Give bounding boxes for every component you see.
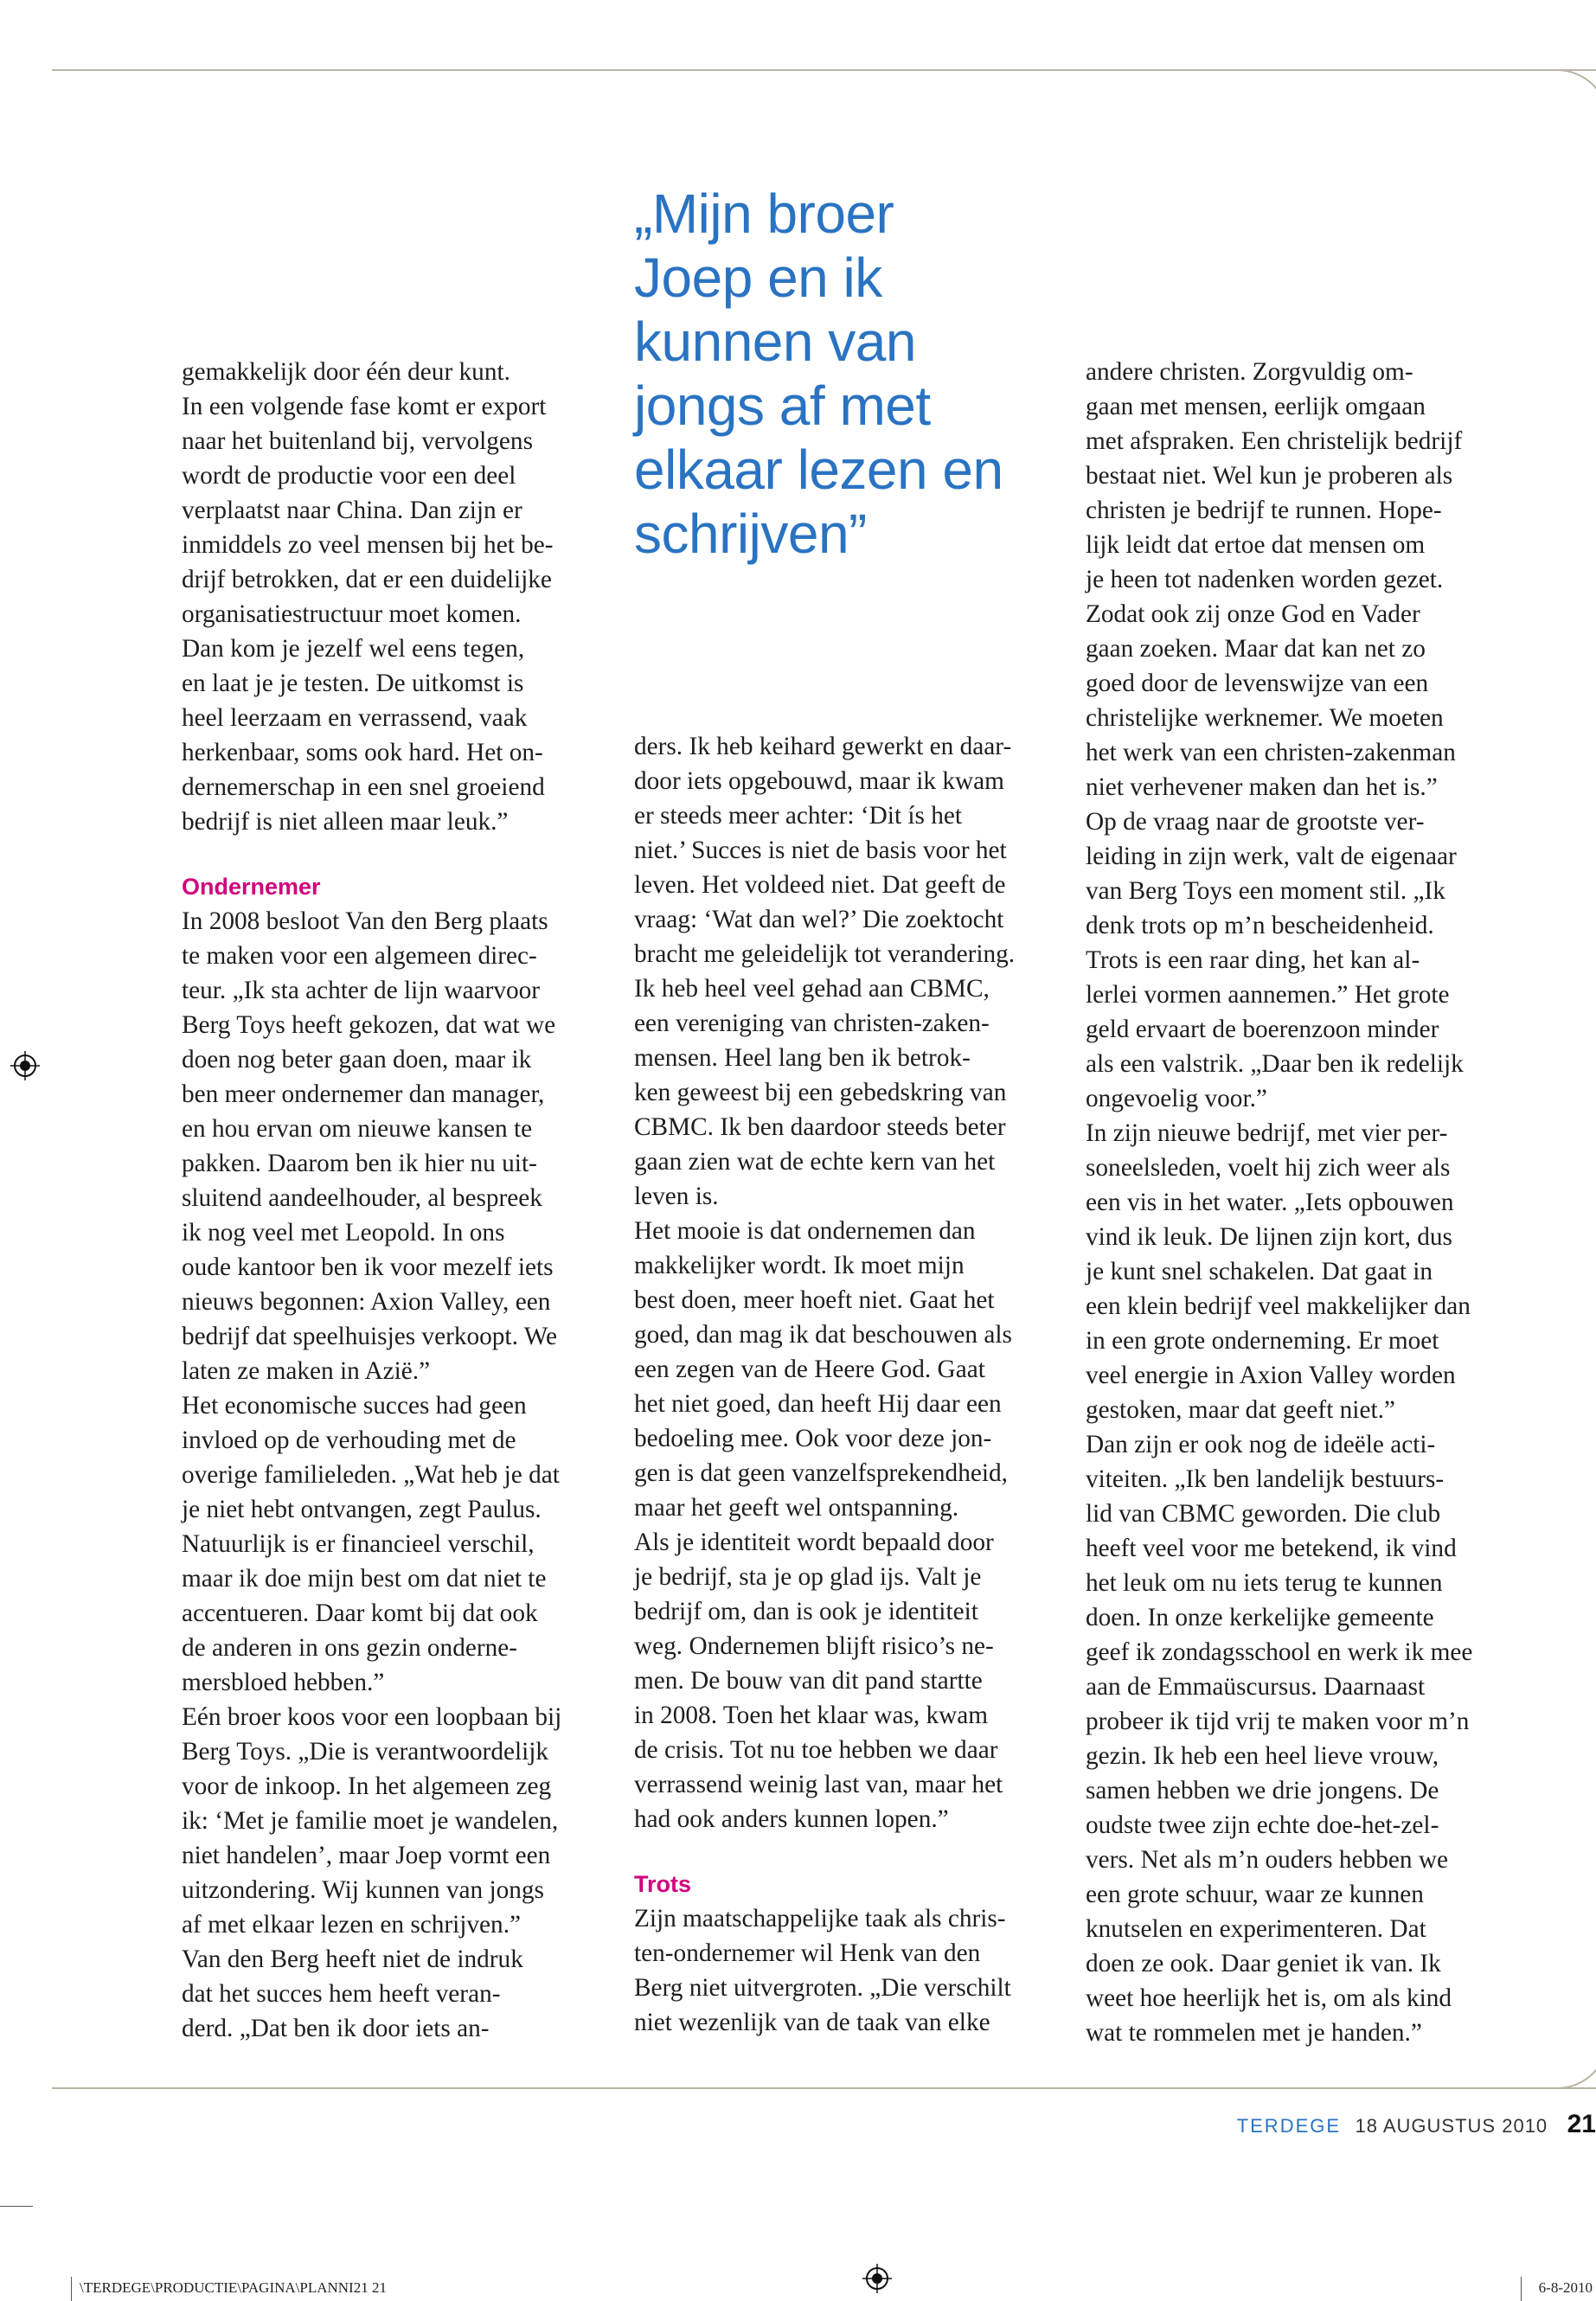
text-column-1 bbox=[182, 355, 614, 2046]
print-slug-path: \TERDEGE\PRODUCTIE\PAGINA\PLANNI21 21 bbox=[80, 2279, 387, 2296]
paragraph: Het economische succes had geen invloed op de verhouding met de overige familieleden. „Wat heb je dat je niet hebt ontvangen, zegt Paulus. Natuurlijk is er financieel verschil, maar ik doe mijn best om dat niet te accentueren. Daar komt bij dat ook de anderen in ons gezin onderne- mersbloed hebben.” bbox=[182, 1392, 560, 1696]
text-column-2 bbox=[634, 729, 1067, 2040]
paragraph: Eén broer koos voor een loopbaan bij Berg Toys. „Die is verantwoordelijk voor de inkoop. In het algemeen zeg ik: ‘Met je familie moet je wandelen, niet handelen’, maar Joep vormt een uitzondering. Wij kunnen van jongs af met elkaar lezen en schrijven.” bbox=[182, 1703, 562, 1939]
text-column-3 bbox=[1086, 355, 1535, 2050]
top-rule-corner bbox=[1548, 69, 1596, 121]
top-rule bbox=[52, 69, 1596, 71]
crop-mark bbox=[1521, 2277, 1522, 2301]
crop-mark bbox=[0, 2206, 33, 2207]
bottom-rule bbox=[52, 2087, 1596, 2089]
pull-quote: „Mijn broer Joep en ik kunnen van jongs af met elkaar lezen en schrijven” bbox=[634, 183, 1003, 565]
page-footer bbox=[1237, 2107, 1596, 2142]
registration-mark-icon bbox=[10, 1051, 40, 1080]
bottom-rule-corner bbox=[1548, 2037, 1596, 2089]
paragraph: Als je identiteit wordt bepaald door je bedrijf, sta je op glad ijs. Valt je bedrijf om, dan is ook je identiteit weg. Ondernemen blijft risico’s ne- men. De bouw van dit pand startte in 2008. Toen het klaar was, kwam de crisis. Tot nu toe hebben we daar verrassend weinig last van, maar het had ook anders kunnen lopen.” bbox=[634, 1529, 1003, 1833]
paragraph: Dan zijn er ook nog de ideële acti- viteiten. „Ik ben landelijk bestuurs- lid van CBMC geworden. Die club heeft veel voor me betekend, ik vind het leuk om nu iets terug te kunnen doen. In onze kerkelijke gemeente geef ik zondagsschool en werk ik mee aan de Emmaüscursus. Daarnaast probeer ik tijd vrij te maken voor m’n gezin. Ik heb een heel lieve vrouw, samen hebben we drie jongens. De oudste twee zijn echte doe-het-zel- vers. Net als m’n ouders hebben we een grote schuur, waar ze kunnen knutselen en experimenteren. Dat doen ze ook. Daar geniet ik van. Ik weet hoe heerlijk het is, om als kind wat te rommelen met je handen.” bbox=[1086, 1431, 1473, 2047]
issue-date: 18 AUGUSTUS 2010 bbox=[1355, 2115, 1548, 2137]
paragraph: Het mooie is dat ondernemen dan makkelijker wordt. Ik moet mijn best doen, meer hoeft niet. Gaat het goed, dan mag ik dat beschouwen als een zegen van de Heere God. Gaat het niet goed, dan heeft Hij daar een bedoeling mee. Ook voor deze jon- gen is dat geen vanzelfsprekendheid, maar het geeft wel ontspanning. bbox=[634, 1217, 1012, 1522]
print-slug-date: 6-8-2010 bbox=[1538, 2279, 1593, 2296]
paragraph: ders. Ik heb keihard gewerkt en daar- door iets opgebouwd, maar ik kwam er steeds meer achter: ‘Dit ís het niet.’ Succes is niet de basis voor het leven. Het voldeed niet. Dat geeft de vraag: ‘Wat dan wel?’ Die zoektocht bracht me geleidelijk tot verandering. Ik heb heel veel gehad aan CBMC, een vereniging van christen-zaken- mensen. Heel lang ben ik betrok- ken geweest bij een gebedskring van CBMC. Ik ben daardoor steeds beter gaan zien wat de echte kern van het leven is. bbox=[634, 733, 1016, 1210]
paragraph: In 2008 besloot Van den Berg plaats te maken voor een algemeen direc- teur. „Ik sta achter de lijn waarvoor Berg Toys heeft gekozen, dat wat we doen nog beter gaan doen, maar ik ben meer ondernemer dan manager, en hou ervan om nieuwe kansen te pakken. Daarom ben ik hier nu uit- sluitend aandeelhouder, al bespreek ik nog veel met Leopold. In ons oude kantoor ben ik voor mezelf iets nieuws begonnen: Axion Valley, een bedrijf dat speelhuisjes verkoopt. We laten ze maken in Azië.” bbox=[182, 907, 558, 1385]
registration-mark-icon bbox=[862, 2264, 892, 2293]
paragraph: Op de vraag naar de grootste ver- leiding in zijn werk, valt de eigenaar van Berg Toys een moment stil. „Ik denk trots op m’n bescheidenheid. Trots is een raar ding, het kan al- lerlei vormen aannemen.” Het grote geld ervaart de boerenzoon minder als een valstrik. „Daar ben ik redelijk ongevoelig voor.” bbox=[1086, 808, 1464, 1112]
subheading-trots: Trots bbox=[634, 1871, 692, 1897]
magazine-name: TERDEGE bbox=[1236, 2115, 1342, 2137]
paragraph: gemakkelijk door één deur kunt. In een volgende fase komt er export naar het buitenland bij, vervolgens wordt de productie voor een deel verplaatst naar China. Dan zijn er inmiddels zo veel mensen bij het be- drijf betrokken, dat er een duidelijke organisatiestructuur moet komen. Dan kom je jezelf wel eens tegen, en laat je je testen. De uitkomst is heel leerzaam en verrassend, vaak herkenbaar, soms ook hard. Het on- dernemerschap in een snel groeiend bedrijf is niet alleen maar leuk.” bbox=[182, 358, 554, 836]
paragraph: andere christen. Zorgvuldig om- gaan met mensen, eerlijk omgaan met afspraken. Een christelijk bedrijf bestaat niet. Wel kun je proberen als christen je bedrijf te runnen. Hope- lijk leidt dat ertoe dat mensen om je heen tot nadenken worden gezet. Zodat ook zij onze God en Vader gaan zoeken. Maar dat kan net zo goed door de levenswijze van een christelijke werknemer. We moeten het werk van een christen-zakenman niet verhevener maken dan het is.” bbox=[1086, 358, 1463, 801]
page-number: 21 bbox=[1567, 2110, 1596, 2138]
crop-mark bbox=[71, 2277, 72, 2301]
paragraph: In zijn nieuwe bedrijf, met vier per- soneelsleden, voelt hij zich weer als een vis in het water. „Iets opbouwen vind ik leuk. De lijnen zijn kort, dus je kunt snel schakelen. Dat gaat in een klein bedrijf veel makkelijker dan in een grote onderneming. Er moet veel energie in Axion Valley worden gestoken, maar dat geeft niet.” bbox=[1086, 1119, 1471, 1424]
paragraph: Zijn maatschappelijke taak als chris- ten-ondernemer wil Henk van den Berg niet uitvergroten. „Die verschilt niet wezenlijk van de taak van elke bbox=[634, 1905, 1011, 2036]
paragraph: Van den Berg heeft niet de indruk dat het succes hem heeft veran- derd. „Dat ben ik door iets an- bbox=[182, 1945, 523, 2042]
subheading-ondernemer: Ondernemer bbox=[182, 874, 321, 900]
